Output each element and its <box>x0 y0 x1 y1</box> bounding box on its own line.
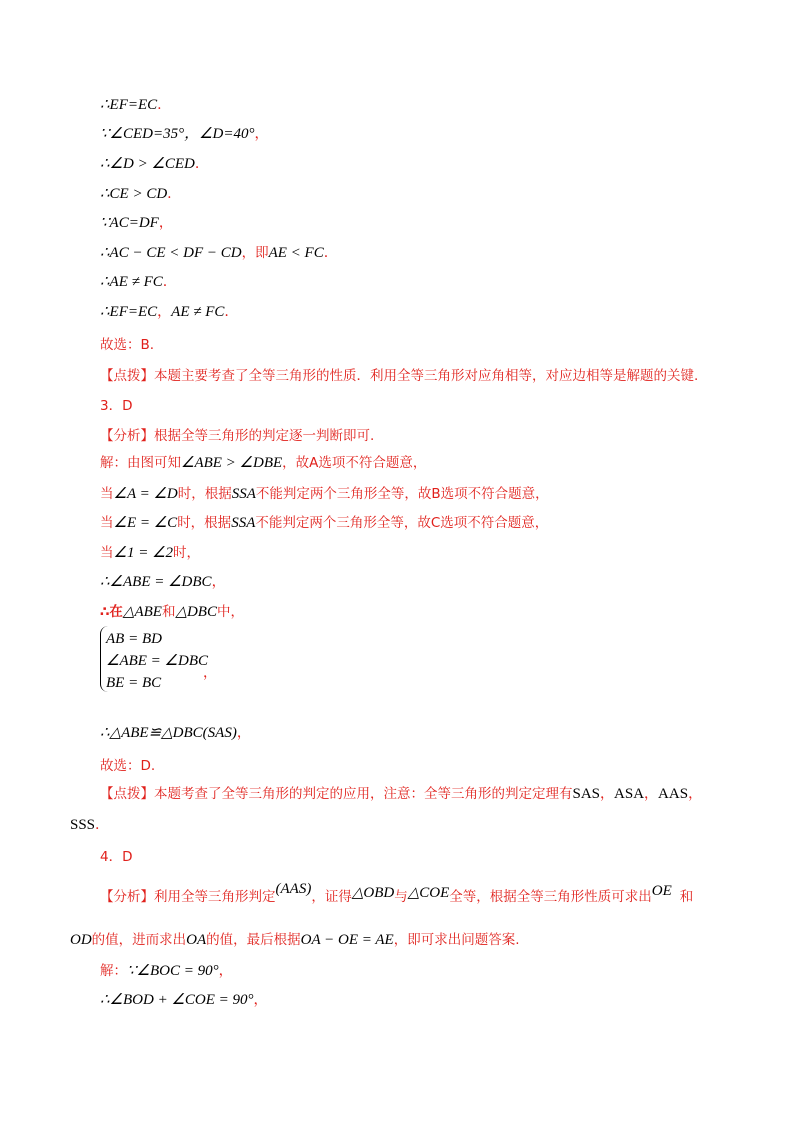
line-2 <box>100 125 269 143</box>
line-6 <box>100 244 328 262</box>
system-punct: ， <box>203 665 217 681</box>
cjk-text: 时， <box>173 545 201 561</box>
line-16 <box>100 544 200 562</box>
cjk-text: 的值，最后根据 <box>206 932 301 948</box>
math-text: △DBC <box>175 604 217 620</box>
cjk-text: 和 <box>679 889 694 905</box>
cjk-text: 【点拨】本题考查了全等三角形的判定的应用，注意：全等三角形的判定定理有 <box>100 786 573 802</box>
math-text: ∠A = ∠D <box>113 486 178 502</box>
punct: . <box>194 156 200 172</box>
math-text: SSS <box>70 817 96 833</box>
punct: ， <box>236 725 251 741</box>
math-text: SSA <box>231 486 256 502</box>
math-text: (AAS) <box>275 881 312 897</box>
cjk-text: 的值，进而求出 <box>91 932 187 948</box>
punct: . <box>162 274 168 290</box>
math-text: △ABE <box>122 604 162 620</box>
math-text: SSA <box>231 515 256 531</box>
line-21 <box>100 785 702 803</box>
line-5 <box>100 214 173 232</box>
math-text: OA <box>186 932 207 948</box>
math-text: ∴EF=EC <box>100 97 158 113</box>
system-row-2: ∠ABE = ∠DBC <box>106 653 209 669</box>
math-text: ∴CE > CD <box>100 186 168 202</box>
line-24 <box>100 881 694 906</box>
punct: ， <box>158 215 173 231</box>
math-text: △COE <box>407 885 450 901</box>
cjk-text: 当 <box>100 545 114 561</box>
line-1 <box>100 96 162 114</box>
cjk-text: 与 <box>394 889 408 905</box>
math-text: AE < FC <box>268 245 324 261</box>
question-4-answer: 4．D <box>100 849 133 865</box>
punct: ， <box>688 786 703 802</box>
line-13 <box>100 454 426 472</box>
math-text: AE ≠ FC <box>171 304 225 320</box>
punct: ， <box>644 786 659 802</box>
punct: ， <box>253 992 268 1008</box>
math-text: ∵∠BOC = 90° <box>127 963 219 979</box>
line-12-analysis: 【分析】根据全等三角形的判定逐一判断即可. <box>100 428 375 444</box>
cjk-text: ，即可求出问题答案. <box>393 932 520 948</box>
line-19 <box>100 724 251 742</box>
line-18 <box>100 603 244 621</box>
cjk-text: 不能判定两个三角形全等，故C选项不符合题意， <box>255 515 549 531</box>
line-27 <box>100 991 268 1009</box>
cjk-text: 和 <box>161 604 176 620</box>
line-9: 故选：B. <box>100 337 155 353</box>
cjk-text: 全等，根据全等三角形性质可求出 <box>449 889 652 905</box>
math-text: OD <box>70 932 92 948</box>
line-22 <box>70 816 99 834</box>
line-26 <box>100 962 233 980</box>
cjk-text: 中， <box>216 604 244 620</box>
cjk-text: 不能判定两个三角形全等，故B选项不符合题意， <box>255 486 549 502</box>
math-text: ASA <box>614 786 645 802</box>
math-text: ∴AC − CE < DF − CD <box>100 245 242 261</box>
cjk-text: 时，根据 <box>177 515 232 531</box>
cjk-text: ，证得 <box>311 889 352 905</box>
punct: ， <box>218 963 233 979</box>
cjk-text: 【分析】利用全等三角形判定 <box>100 889 276 905</box>
math-text: SAS <box>572 786 601 802</box>
line-10-note: 【点拨】本题主要考查了全等三角形的性质．利用全等三角形对应角相等，对应边相等是解题的关键. <box>100 368 699 384</box>
cjk-text: ，即 <box>241 245 269 261</box>
math-text: ∵∠CED=35°，∠D=40° <box>100 126 255 142</box>
math-text: ∴∠BOD + ∠COE = 90° <box>100 992 254 1008</box>
cjk-text: ，故A选项不符合题意， <box>282 455 427 471</box>
punct: ， <box>600 786 615 802</box>
math-text: ∴∠ABE = ∠DBC <box>100 574 212 590</box>
line-20: 故选：D. <box>100 758 156 774</box>
math-text: ∴EF=EC <box>100 304 158 320</box>
question-3-answer: 3．D <box>100 398 133 414</box>
punct: . <box>95 817 100 833</box>
math-text: ∴AE ≠ FC <box>100 274 163 290</box>
punct: . <box>224 304 229 320</box>
line-15 <box>100 514 548 532</box>
cjk-text: ∴在 <box>100 604 123 620</box>
line-25 <box>70 931 520 949</box>
math-text: △OBD <box>351 885 395 901</box>
line-17 <box>100 573 226 591</box>
line-4 <box>100 185 172 203</box>
cjk-text: 时，根据 <box>177 486 232 502</box>
line-8 <box>100 303 229 321</box>
system-row-1: AB = BD <box>106 631 162 647</box>
punct: ， <box>211 574 226 590</box>
line-3 <box>100 155 199 173</box>
math-text: ∴△ABE≌△DBC(SAS) <box>100 725 237 741</box>
math-text: OE <box>651 883 672 899</box>
punct: . <box>323 245 329 261</box>
system-row-3: BE = BC <box>106 675 162 691</box>
math-text: OA − OE = AE <box>300 932 394 948</box>
math-text: ∴∠D > ∠CED <box>100 156 195 172</box>
math-text: ∠ABE > ∠DBE <box>181 455 283 471</box>
math-text: ∵AC=DF <box>100 215 159 231</box>
punct: . <box>157 97 162 113</box>
cjk-text: 当 <box>100 486 114 502</box>
math-text: AAS <box>658 786 689 802</box>
punct: ， <box>254 126 269 142</box>
math-text: ∠E = ∠C <box>113 515 178 531</box>
line-7 <box>100 273 167 291</box>
cjk-text: 解： <box>100 963 127 979</box>
punct: . <box>167 186 172 202</box>
line-14 <box>100 485 549 503</box>
math-text: ∠1 = ∠2 <box>113 545 174 561</box>
punct: ， <box>157 304 172 320</box>
cjk-text: 当 <box>100 515 114 531</box>
cjk-text: 解：由图可知 <box>100 455 181 471</box>
